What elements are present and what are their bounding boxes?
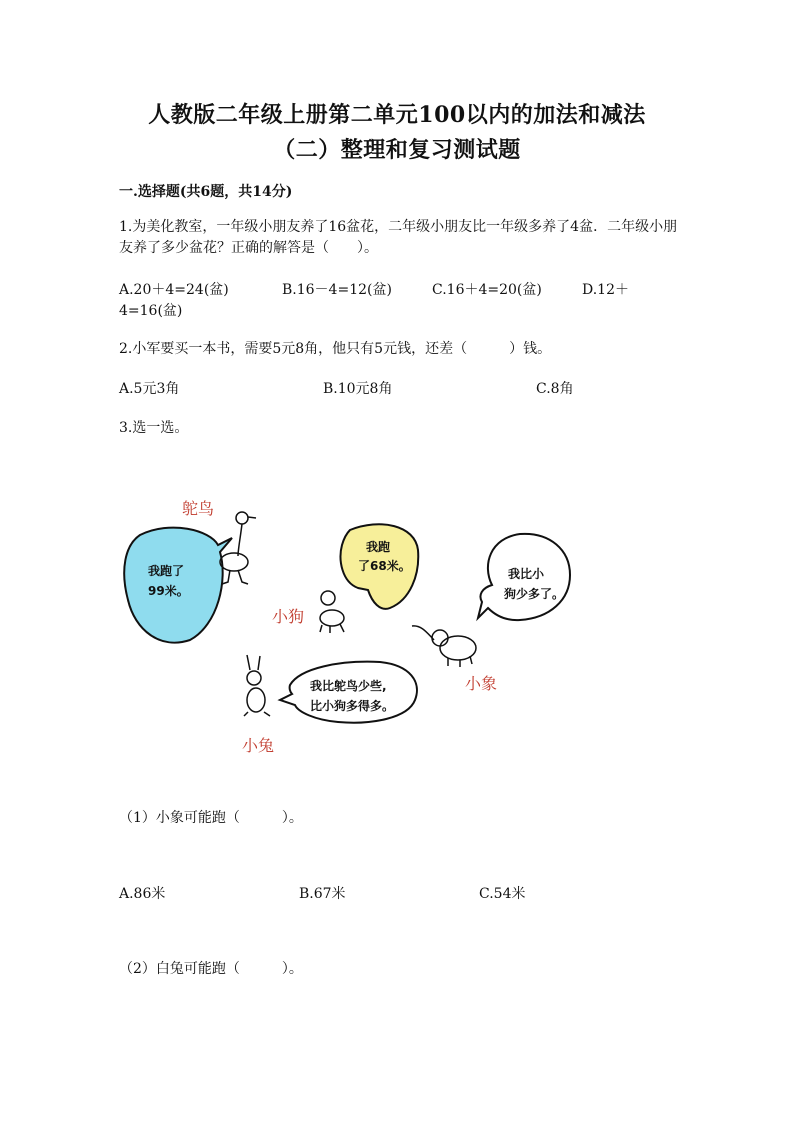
elephant-bubble-line2: 狗少多了。 [504,587,565,601]
q1-option-d: D.12＋ [582,282,629,298]
rabbit-bubble-line2: 比小狗多得多。 [310,699,395,713]
ostrich-bubble-line2: 99米。 [148,584,189,598]
elephant-bubble-line1: 我比小 [508,567,545,581]
dog-icon [320,591,344,633]
ostrich-label: 鸵鸟 [182,499,215,518]
dog-label: 小狗 [272,607,305,626]
page-title: 人教版二年级上册第二单元100以内的加法和减法 [148,102,646,128]
question-1-stem: 1.为美化教室，一年级小朋友养了16盆花，二年级小朋友比一年级多养了4盆．二年级小朋友养了多少盆花？正确的解答是（ ）。 [119,219,678,256]
q2-option-a: A.5元3角 [119,381,180,397]
q3-sub1-option-b: B.67米 [299,886,346,902]
q1-option-b: B.16－4=12(盆) [282,282,392,298]
elephant-label: 小象 [465,674,498,693]
rabbit-label: 小兔 [242,736,275,755]
rabbit-icon [244,655,270,716]
section-heading: 一.选择题(共6题，共14分) [119,184,293,200]
question-3-stem: 3.选一选。 [119,420,189,436]
q3-sub1-option-a: A.86米 [119,886,166,902]
ostrich-bubble-line1: 我跑了 [148,564,185,578]
q2-option-b: B.10元8角 [323,381,393,397]
dog-bubble-line2: 了68米。 [358,559,411,573]
q3-sub1-option-c: C.54米 [479,886,526,902]
ostrich-icon [220,512,256,584]
q1-option-d-continued: 4=16(盆) [119,303,183,319]
rabbit-bubble-line1: 我比鸵鸟少些, [310,679,387,693]
q2-option-c: C.8角 [536,381,574,397]
question-2-stem: 2.小军要买一本书，需要5元8角，他只有5元钱，还差（ ）钱。 [119,341,552,357]
q1-option-a: A.20＋4=24(盆) [119,282,229,298]
page-subtitle: （二）整理和复习测试题 [273,137,521,163]
elephant-icon [412,626,476,667]
dog-bubble-line1: 我跑 [366,540,391,554]
race-illustration [110,490,670,770]
q3-sub1-stem: （1）小象可能跑（ ）。 [119,810,303,826]
q3-sub2-stem: （2）白兔可能跑（ ）。 [119,961,303,977]
q1-option-c: C.16＋4=20(盆) [432,282,542,298]
